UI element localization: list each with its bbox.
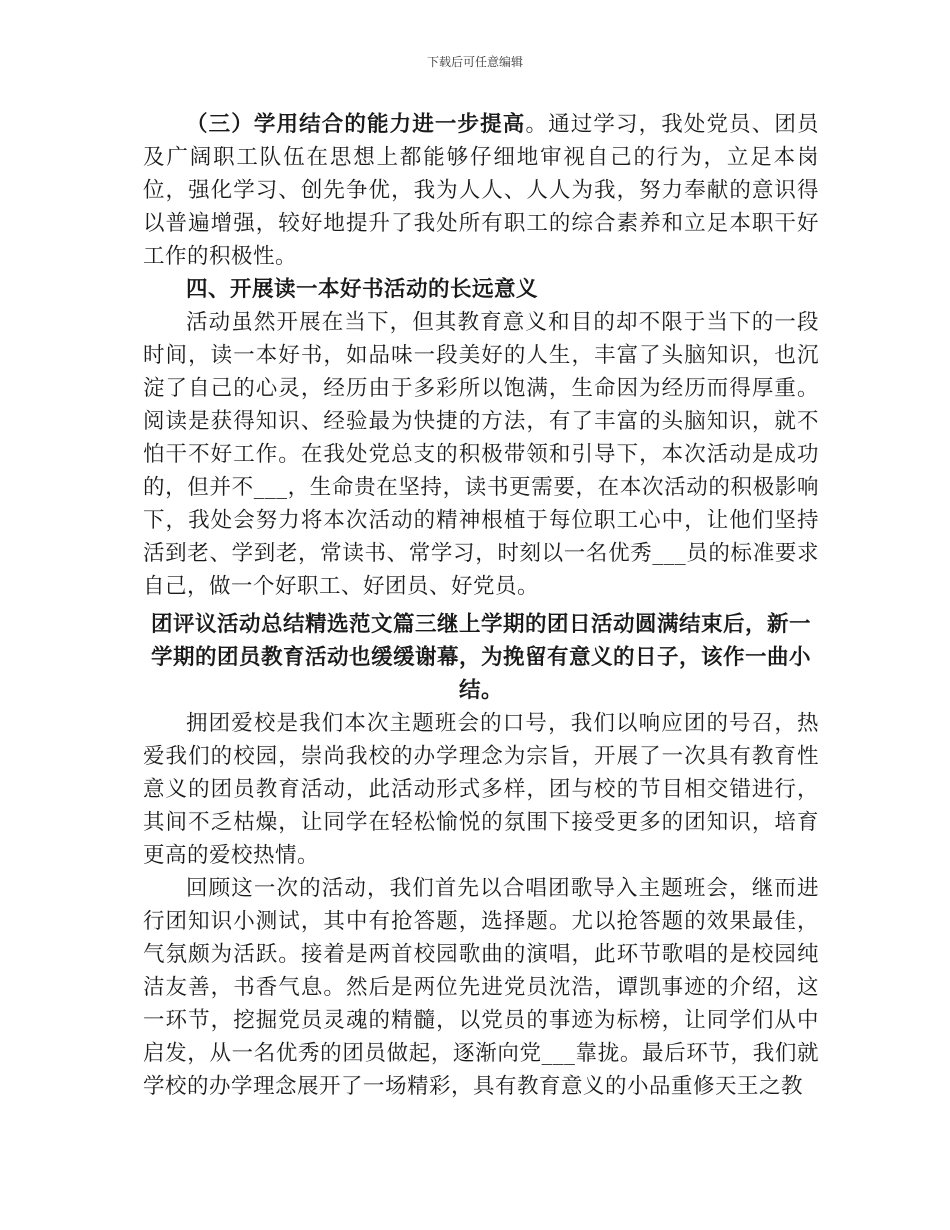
paragraph-reading-significance: 活动虽然开展在当下，但其教育意义和目的却不限于当下的一段时间，读一本好书，如品味一段美好的人生，丰富了头脑知识，也沉淀了自己的心灵，经历由于多彩所以饱满，生命因为经历而得厚重。阅读是获得知识、经验最为快捷的方法，有了丰富的头脑知识，就不怕干不好工作。在我处党总支的积极带领和引导下，本次活动是成功的，但并不___，生命贵在坚持，读书更需要，在本次活动的积极影响下，我处会努力将本次活动的精神根植于每位职工心中，让他们坚持活到老、学到老，常读书、常学习，时刻以一名优秀___员的标准要求自己，做一个好职工、好团员、好党员。 (143, 310, 819, 599)
paragraph-lead-heading: （三）学用结合的能力进一步提高 (186, 112, 526, 137)
paragraph-learning-ability (143, 108, 819, 273)
paragraph-class-meeting: 拥团爱校是我们本次主题班会的口号，我们以响应团的号召，热爱我们的校园，崇尚我校的办学理念为宗旨，开展了一次具有教育性意义的团员教育活动，此活动形式多样，团与校的节目相交错进行，其间不乏枯燥，让同学在轻松愉悦的氛围下接受更多的团知识，培育更高的爱校热情。 (143, 711, 819, 868)
section-heading-reading: 四、开展读一本好书活动的长远意义 (186, 277, 539, 302)
paragraph-text: 。通过学习，我处党员、团员及广阔职工队伍在思想上都能够仔细地审视自己的行为，立足本岗位，强化学习、创先争优，我为人人、人人为我，努力奉献的意识得以普遍增强，较好地提升了我处所有职工的综合素养和立足本职干好工作的积极性。 (143, 112, 819, 269)
page-header: 下载后可任意编辑 (426, 55, 523, 69)
document-body (143, 108, 819, 1103)
section-title-review-summary: 团评议活动总结精选范文篇三继上学期的团日活动圆满结束后，新一学期的团员教育活动也缓缓谢幕，为挽留有意义的日子，该作一曲小结。 (150, 612, 811, 703)
paragraph-activity-review: 回顾这一次的活动，我们首先以合唱团歌导入主题班会，继而进行团知识小测试，其中有抢答题，选择题。尤以抢答题的效果最佳，气氛颇为活跃。接着是两首校园歌曲的演唱，此环节歌唱的是校园纯洁友善，书香气息。然后是两位先进党员沈浩，谭凯事迹的介绍，这一环节，挖掘党员灵魂的精髓，以党员的事迹为标榜，让同学们从中启发，从一名优秀的团员做起，逐渐向党___靠拢。最后环节，我们就学校的办学理念展开了一场精彩，具有教育意义的小品重修天王之教 (143, 876, 819, 1099)
